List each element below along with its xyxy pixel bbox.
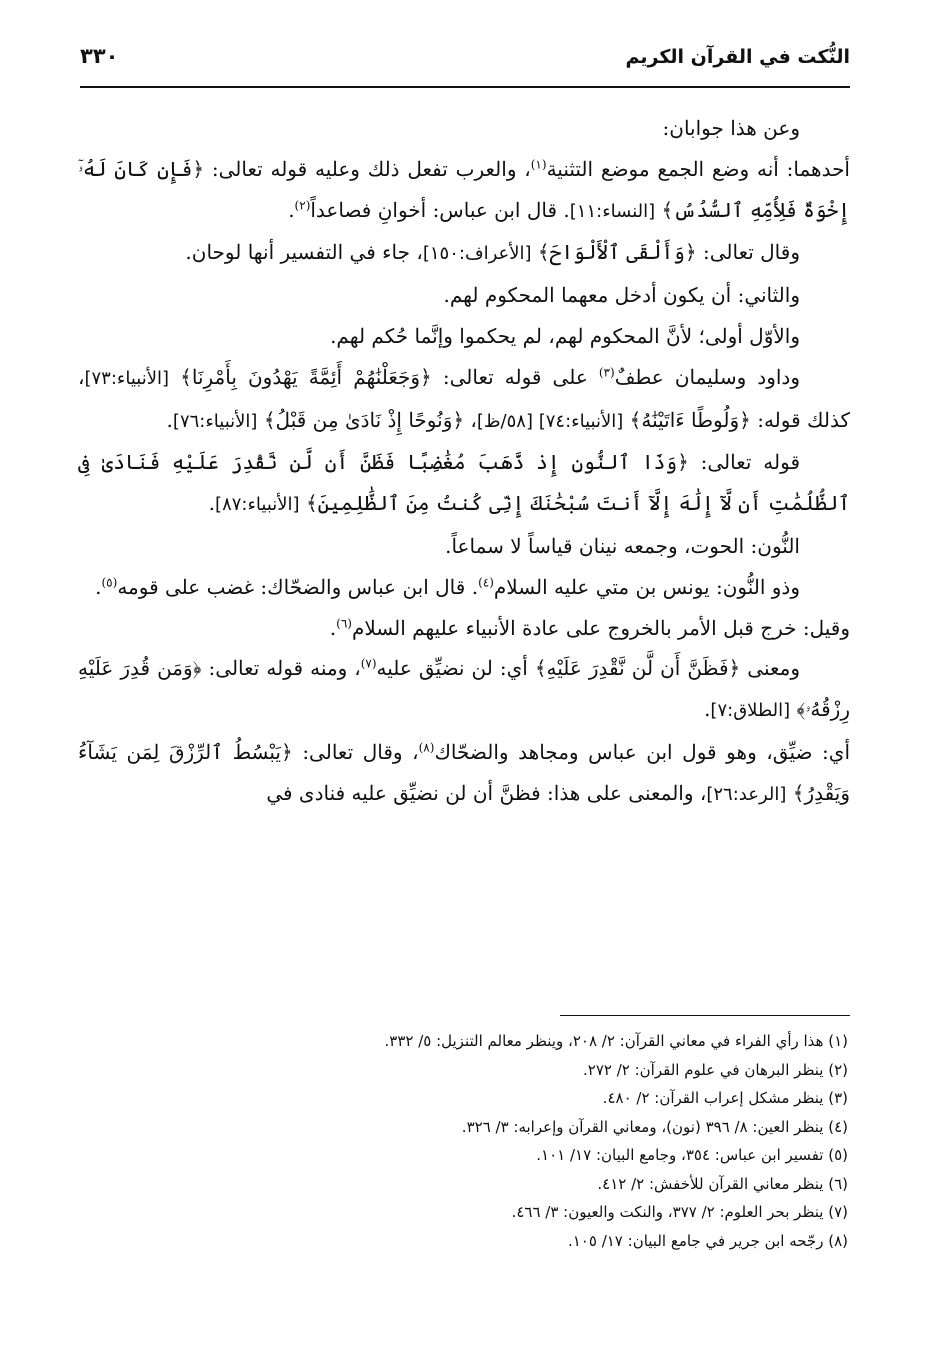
footnote-marker[interactable]: (٧) (360, 656, 377, 671)
running-header (80, 42, 850, 82)
footnote-marker[interactable]: (٢) (294, 197, 311, 212)
footnote-marker[interactable]: (٥) (101, 575, 118, 590)
footnote-2: (٢) ينظر البرهان في علوم القرآن: ٢/ ٢٧٢. (582, 1060, 848, 1079)
paragraph-dhan-nun-verse: قوله تعالى: ﴿وَذَا ٱلنُّونِ إِذ ذَّهَبَ مُغَٰضِبًا فَظَنَّ أَن لَّن نَّقْدِرَ عَلَيْهِ فَنَادَىٰ فِى ٱلظُّلُمَٰتِ أَن لَّآ إِلَٰهَ إِلَّآ أَنتَ سُبْحَٰنَكَ إِنِّى كُنتُ مِنَ ٱلظَّٰلِمِينَ﴾ [الأنبياء:٨٧]. (78, 450, 850, 516)
paragraph-dhun-nun: وذو النُّون: يونس بن متي عليه السلام$^{(٤)}$. قال ابن عباس والضحّاك: غضب على قومه$^{(٥)}$. (95, 574, 800, 599)
paragraph-first-answer: أحدهما: أنه وضع الجمع موضع التثنية$^{(١)}$، والعرب تفعل ذلك وعليه قوله تعالى: ﴿فَإِن كَانَ لَهُۥٓ إِخْوَةٌ فَلِأُمِّهِ ٱلسُّدُسُ﴾ [النساء:١١]. قال ابن عباس: أخوانِ فصاعداً$^{(٢)}$. (78, 156, 850, 222)
paragraph-dawud-sulayman: وداود وسليمان عطفٌ$^{(٣)}$ على قوله تعالى: ﴿وَجَعَلْنَٰهُمْ أَئِمَّةً يَهْدُونَ بِأَمْرِنَا﴾ [الأنبياء:٧٣]، كذلك قوله: ﴿وَلُوطًا ءَاتَيْنَٰهُ﴾ [الأنبياء:٧٤] [٥٨/ظ]، ﴿وَنُوحًا إِذْ نَادَىٰ مِن قَبْلُ﴾ [الأنبياء:٧٦]. (78, 364, 850, 432)
verse-reference: [الأنبياء:٨٧] (215, 494, 300, 516)
quran-verse: ﴿وَمَن قُدِرَ عَلَيْهِ رِزْقُهُۥ﴾ (78, 656, 850, 722)
paragraph-alternative-view: وقيل: خرج قبل الأمر بالخروج على عادة الأنبياء عليهم السلام$^{(٦)}$. (329, 615, 850, 640)
quran-verse: ﴿يَبْسُطُ ٱلرِّزْقَ لِمَن يَشَآءُ وَيَقْدِرُ﴾ (78, 739, 850, 805)
paragraph-second-answer: والثاني: أن يكون أدخل معهما المحكوم لهم. (443, 283, 800, 308)
paragraph-meaning: ومعنى ﴿فَظَنَّ أَن لَّن نَّقْدِرَ عَلَيْهِ﴾ أي: لن نضيِّق عليه$^{(٧)}$، ومنه قوله تعالى: ﴿وَمَن قُدِرَ عَلَيْهِ رِزْقُهُۥ﴾ [الطلاق:٧]. (78, 656, 850, 722)
verse-reference: [الأعراف:١٥٠] (422, 243, 532, 265)
footnote-3: (٣) ينظر مشكل إعراب القرآن: ٢/ ٤٨٠. (602, 1089, 848, 1107)
verse-reference: [الرعد:٢٦] (706, 783, 787, 805)
footnote-5: (٥) تفسير ابن عباس: ٣٥٤، وجامع البيان: ١٧/ ١٠١. (536, 1146, 848, 1164)
footnote-marker[interactable]: (٦) (336, 615, 352, 630)
header-rule (80, 86, 850, 88)
footnote-marker[interactable]: (١) (530, 157, 547, 172)
footnote-separator (560, 1015, 850, 1016)
footnote-7: (٧) ينظر بحر العلوم: ٢/ ٣٧٧، والنكت والعيون: ٣/ ٤٦٦. (511, 1203, 848, 1221)
quran-verse: ﴿فَإِن كَانَ لَهُۥٓ إِخْوَةٌ فَلِأُمِّهِ ٱلسُّدُسُ﴾ (78, 156, 850, 222)
quran-verse: ﴿وَنُوحًا إِذْ نَادَىٰ مِن قَبْلُ﴾ (263, 407, 465, 432)
footnote-marker[interactable]: (٣) (598, 365, 615, 380)
footnote-marker[interactable]: (٨) (418, 740, 435, 755)
verse-reference: [الطلاق:٧] (710, 700, 791, 722)
quran-verse: ﴿فَظَنَّ أَن لَّن نَّقْدِرَ عَلَيْهِ﴾ (534, 656, 741, 681)
paragraph-nun-meaning: النُّون: الحوت، وجمعه نينان قياساً لا سماعاً. (445, 533, 800, 558)
paragraph-alwah: وقال تعالى: ﴿وَأَلْقَى ٱلْأَلْوَاحَ﴾ [الأعراف:١٥٠]، جاء في التفسير أنها لوحان. (185, 240, 800, 265)
footnote-6: (٦) ينظر معاني القرآن للأخفش: ٢/ ٤١٢. (597, 1174, 848, 1193)
paragraph-intro: وعن هذا جوابان: (662, 116, 800, 140)
paragraph-constrained: أي: ضيِّق، وهو قول ابن عباس ومجاهد والضحّاك$^{(٨)}$، وقال تعالى: ﴿يَبْسُطُ ٱلرِّزْقَ لِمَن يَشَآءُ وَيَقْدِرُ﴾ [الرعد:٢٦]، والمعنى على هذا: فظنَّ أن لن نضيِّق عليه فنادى في (78, 739, 851, 805)
quran-verse: ﴿وَلُوطًا ءَاتَيْنَٰهُ﴾ (629, 407, 751, 432)
quran-verse: ﴿وَذَا ٱلنُّونِ إِذ ذَّهَبَ مُغَٰضِبًا فَظَنَّ أَن لَّن نَّقْدِرَ عَلَيْهِ فَنَادَىٰ فِى ٱلظُّلُمَٰتِ أَن لَّآ إِلَٰهَ إِلَّآ أَنتَ سُبْحَٰنَكَ إِنِّى كُنتُ مِنَ ٱلظَّٰلِمِينَ﴾ (78, 450, 850, 516)
footnote-8: (٨) رجّحه ابن جرير في جامع البيان: ١٧/ ١٠٥. (567, 1231, 848, 1250)
book-title: النُّكت في القرآن الكريم (625, 46, 850, 68)
paragraph-preference: والأوّل أولى؛ لأنَّ المحكوم لهم، لم يحكموا وإنَّما حُكم لهم. (330, 323, 800, 348)
page-number: ٣٣٠ (80, 44, 119, 68)
footnote-1: (١) هذا رأي الفراء في معاني القرآن: ٢/ ٢٠٨، وينظر معالم التنزيل: ٥/ ٣٣٢. (384, 1032, 848, 1050)
main-text (78, 108, 850, 816)
verse-reference: [الأنبياء:٧٦] (172, 410, 258, 432)
footnote-marker[interactable]: (٤) (478, 575, 494, 590)
verse-reference: [النساء:١١] (569, 200, 656, 222)
quran-verse: ﴿وَأَلْقَى ٱلْأَلْوَاحَ﴾ (537, 240, 697, 265)
footnote-4: (٤) ينظر العين: ٨/ ٣٩٦ (نون)، ومعاني القرآن وإعرابه: ٣/ ٣٢٦. (461, 1117, 848, 1136)
verse-reference: [الأنبياء:٧٣] (84, 367, 170, 389)
verse-reference: [الأنبياء:٧٤] [٥٨/ظ] (476, 410, 624, 432)
footnotes (78, 1027, 848, 1255)
quran-verse: ﴿وَجَعَلْنَٰهُمْ أَئِمَّةً يَهْدُونَ بِأَمْرِنَا﴾ (180, 364, 432, 389)
